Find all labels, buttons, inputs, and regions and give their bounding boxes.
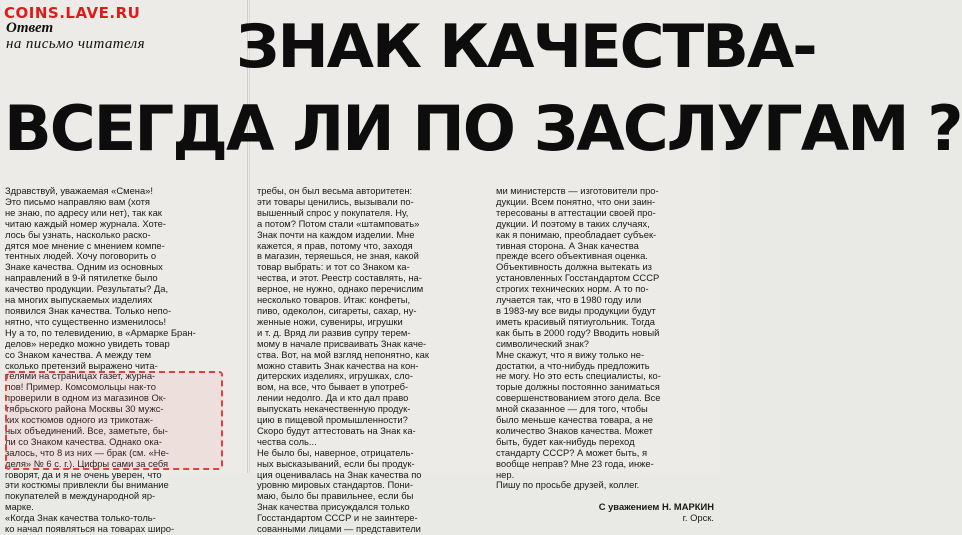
article-line: лении недолго. Да и кто дал право: [257, 392, 409, 404]
article-line: дукции. Всем понятно, что они заин-: [496, 195, 656, 207]
article-line: и т. д. Вряд ли развив супру терем-: [257, 326, 411, 338]
article-line: цию в пищевой промышленности?: [257, 414, 408, 426]
article-line: читаю каждый номер журнала. Хоте-: [5, 217, 167, 229]
article-line: Ну а то, по телевидению, в «Армарке Бран-: [5, 326, 196, 338]
article-line: появился Знак качества. Только непо-: [5, 304, 172, 316]
rubric-subtitle: на письмо читателя: [6, 36, 145, 52]
article-line: не знаю, по адресу или нет), так как: [5, 206, 162, 218]
article-line: лов! Пример. Комсомольцы нак-то: [5, 381, 156, 393]
article-line: как я понимаю, преобладает субъек-: [496, 228, 657, 240]
article-line: верное, не нужно, однако перечислим: [257, 283, 424, 295]
article-line: дитерских изделиях, игрушках, сло-: [257, 370, 414, 382]
article-line: на многих выпускаемых изделиях: [5, 294, 153, 306]
article-line: торые должны постоянно заниматься: [496, 381, 660, 393]
article-line: Это письмо направляю вам (хотя: [5, 195, 150, 207]
article-line: качество продукции. Результаты? Да,: [5, 283, 169, 295]
article-line: Объективность должна вытекать из: [496, 261, 652, 273]
article-line: залось, что 8 из них — брак (см. «Не-: [5, 446, 169, 458]
article-line: достатки, а что-нибудь предложить: [496, 359, 650, 371]
article-line: было меньше качества товара, а не: [496, 414, 653, 426]
article-line: несколько товаров. Итак: конфеты,: [257, 294, 411, 306]
article-line: деля» № 6 с. г.). Цифры сами за себя: [5, 457, 169, 469]
article-line: символический знак?: [496, 337, 589, 349]
article-line: иметь красивый пятиугольник. Тогда: [496, 315, 655, 327]
article-line: лось бы узнать, насколько раско-: [5, 228, 151, 240]
article-line: ства. Вот, на мой взгляд непонятно, как: [257, 348, 429, 360]
article-line: г. Орск.: [682, 512, 714, 524]
article-line: Мне скажут, что я вижу только не-: [496, 348, 645, 360]
article-line: сколько претензий выражено чита-: [5, 359, 158, 371]
headline-line-2: ВСЕГДА ЛИ ПО ЗАСЛУГАМ ?: [4, 92, 962, 165]
article-line: покупателей в международной яр-: [5, 490, 156, 502]
article-line: кажется, я прав, потому что, заходя: [257, 239, 413, 251]
article-line: мной сказанное — для того, чтобы: [496, 403, 648, 415]
article-line: «Когда Знак качества только-толь-: [5, 512, 156, 524]
article-line: тивная сторона. А Знак качества: [496, 239, 639, 251]
article-line: тентных людей. Хочу поговорить о: [5, 250, 157, 262]
article-line: ция оценивалась на Знак качества по: [257, 468, 422, 480]
article-line: делов» нередко можно увидеть товар: [5, 337, 170, 349]
article-line: нер.: [496, 468, 515, 480]
article-line: С уважением Н. МАРКИН: [598, 501, 714, 513]
article-line: Знаке качества. Одним из основных: [5, 261, 163, 273]
article-line: совершенствованием этого дела. Все: [496, 392, 661, 404]
article-line: стандарту СССР? А может быть, я: [496, 446, 648, 458]
article-line: Знак качества присуждался только: [257, 501, 410, 513]
article-line: направлений в 9-й пятилетке было: [5, 272, 158, 284]
article-line: ных высказываний, если бы продук-: [257, 457, 415, 469]
watermark: COINS.LAVE.RU: [4, 4, 141, 22]
article-line: Не было бы, наверное, отрицатель-: [257, 446, 414, 458]
article-line: количество Знаков качества. Может: [496, 424, 653, 436]
article-line: вышенный спрос у покупателя. Ну,: [257, 206, 409, 218]
article-line: уровню мировых стандартов. Пони-: [257, 479, 413, 491]
article-line: товар выбрать: и тот со Знаком ка-: [257, 261, 410, 273]
article-line: мому в начале присваивать Знак каче-: [257, 337, 427, 349]
article-line: не могу. Но это есть специалисты, ко-: [496, 370, 661, 382]
article-line: Знак почти на каждом изделии. Мне: [257, 228, 415, 240]
article-line: марке.: [5, 501, 34, 513]
rubric-title: Ответ: [6, 20, 54, 36]
article-line: вом, на все, что бывает в употреб-: [257, 381, 409, 393]
article-line: быть, будет как-нибудь переход: [496, 435, 635, 447]
article-line: строгих технических норм. А то по-: [496, 283, 649, 295]
article-line: нятно, что существенно изменилось!: [5, 315, 167, 327]
article-line: дукции. И поэтому в таких случаях,: [496, 217, 650, 229]
article-line: Скоро будут аттестовать на Знак ка-: [257, 424, 416, 436]
article-line: маю, было бы правильнее, если бы: [257, 490, 414, 502]
article-line: можно ставить Знак качества на кон-: [257, 359, 419, 371]
article-line: говорят, да и я не очень уверен, что: [5, 468, 162, 480]
article-column-2: [257, 186, 490, 535]
article-line: эти товары ценились, вызывали по-: [257, 195, 414, 207]
article-line: чества, и этот. Реестр составлять, на-: [257, 272, 422, 284]
article-line: в 1983-му все виды продукции будут: [496, 304, 656, 316]
article-line: Госстандартом СССР и не заинтере-: [257, 512, 418, 524]
article-line: сованными лицами — представители: [257, 523, 421, 535]
article-line: проверили в одном из магазинов Ок-: [5, 392, 167, 404]
article-line: выпускать некачественную продук-: [257, 403, 411, 415]
article-line: эти костюмы привлекли бы внимание: [5, 479, 169, 491]
article-line: тябрьского района Москвы 30 мужс-: [5, 403, 164, 415]
article-line: пиво, одеколон, сигареты, сахар, ну-: [257, 304, 417, 316]
article-line: со Знаком качества. А между тем: [5, 348, 152, 360]
article-line: установленных Госстандартом СССР: [496, 272, 660, 284]
article-line: телями на страницах газет, журна-: [5, 370, 156, 382]
article-line: ми министерств — изготовители про-: [496, 185, 659, 196]
article-line: а потом? Потом стали «штамповать»: [257, 217, 420, 229]
article-line: ких костюмов одного из трикотаж-: [5, 414, 153, 426]
article-line: прежде всего объективная оценка.: [496, 250, 648, 262]
article-line: женные ножи, сувениры, игрушки: [257, 315, 403, 327]
article-line: лучается так, что в 1980 году или: [496, 294, 642, 306]
article-line: дятся мое мнение с мнением компе-: [5, 239, 165, 251]
highlight-box: [5, 371, 223, 470]
article-line: в магазин, теряешься, не зная, какой: [257, 250, 419, 262]
article-line: чества соль...: [257, 435, 317, 447]
article-line: Пишу по просьбе друзей, коллег.: [496, 479, 640, 491]
article-column-1: [5, 186, 245, 535]
article-column-3: [496, 186, 714, 524]
article-line: ных объединений. Все, заметьте, бы-: [5, 424, 168, 436]
article-line: как быть в 2000 году? Вводить новый: [496, 326, 660, 338]
article-line: тересованы в аттестации своей про-: [496, 206, 656, 218]
article-line: Здравствуй, уважаемая «Смена»!: [5, 185, 153, 196]
headline-line-1: ЗНАК КАЧЕСТВА-: [236, 12, 816, 82]
article-line: вообще неправ? Мне 23 года, инже-: [496, 457, 654, 469]
article-line: ко начал появляться на товарах широ-: [5, 523, 175, 535]
article-line: требы, он был весьма авторитетен:: [257, 185, 413, 196]
article-line: ли со Знаком качества. Однако ока-: [5, 435, 162, 447]
